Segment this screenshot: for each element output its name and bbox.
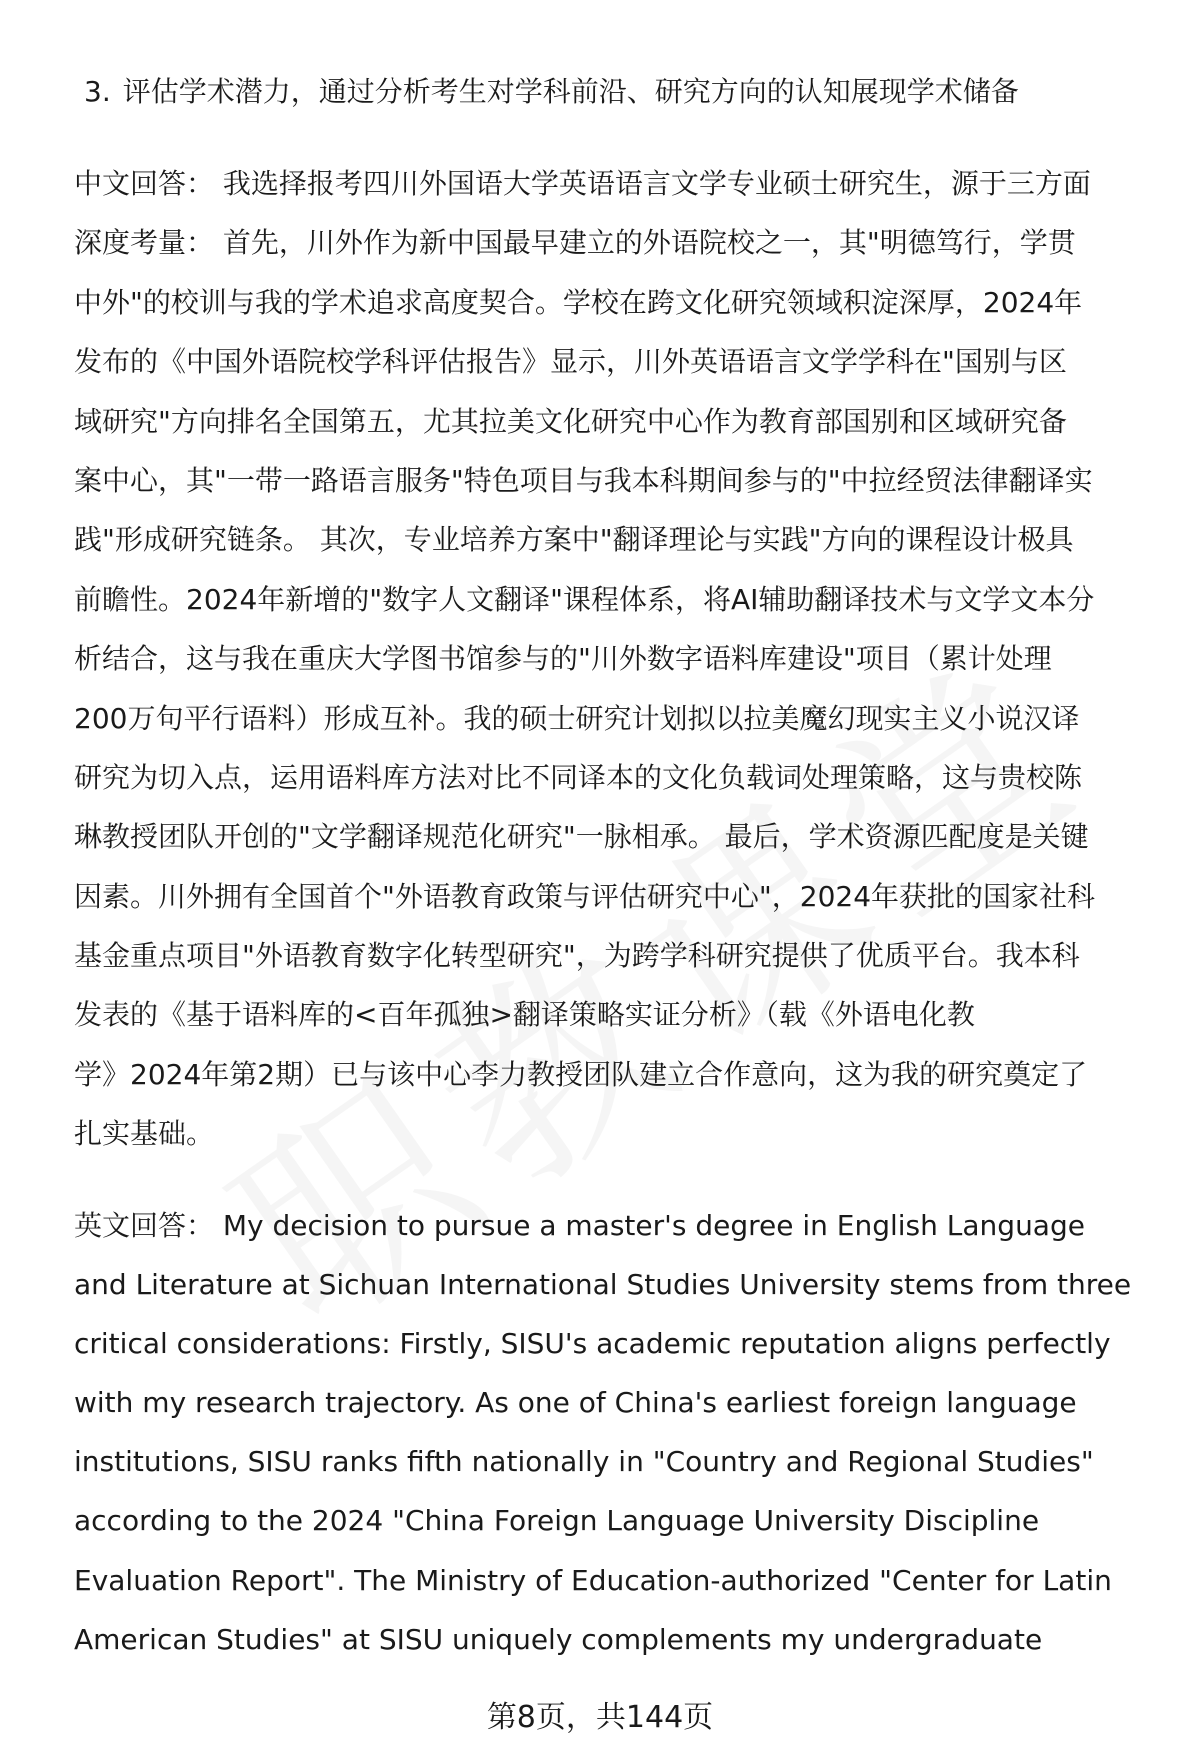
chinese-answer-line: 扎实基础。 [74, 1117, 215, 1151]
chinese-answer-line: 基金重点项目"外语教育数字化转型研究"，为跨学科研究提供了优质平台。我本科 [74, 939, 1080, 973]
chinese-answer-line: 践"形成研究链条。 其次，专业培养方案中"翻译理论与实践"方向的课程设计极具 [74, 523, 1074, 557]
chinese-answer-line: 案中心，其"一带一路语言服务"特色项目与我本科期间参与的"中拉经贸法律翻译实 [74, 463, 1093, 497]
english-answer-line: critical considerations: Firstly, SISU's academic reputation aligns perfectly [74, 1327, 1111, 1361]
english-answer-line: Evaluation Report". The Ministry of Education-authorized "Center for Latin [74, 1563, 1112, 1597]
chinese-answer-line: 学》2024年第2期）已与该中心李力教授团队建立合作意向，这为我的研究奠定了 [74, 1057, 1088, 1091]
chinese-answer-line: 析结合，这与我在重庆大学图书馆参与的"川外数字语料库建设"项目（累计处理 [74, 642, 1052, 676]
chinese-answer-line: 域研究"方向排名全国第五，尤其拉美文化研究中心作为教育部国别和区域研究备 [74, 404, 1067, 438]
english-answer-paragraph [74, 1196, 1164, 1669]
chinese-answer-line: 前瞻性。2024年新增的"数字人文翻译"课程体系，将AI辅助翻译技术与文学文本分 [74, 582, 1095, 616]
english-answer-line: with my research trajectory. As one of China's earliest foreign language [74, 1386, 1077, 1420]
chinese-answer-line: 研究为切入点，运用语料库方法对比不同译本的文化负载词处理策略，这与贵校陈 [74, 760, 1083, 794]
english-answer-line: and Literature at Sichuan International Studies University stems from three [74, 1268, 1132, 1302]
chinese-answer-line: 发表的《基于语料库的<百年孤独>翻译策略实证分析》（载《外语电化教 [74, 998, 975, 1032]
list-item-number: 3. [84, 75, 111, 108]
english-answer-line: according to the 2024 "China Foreign Language University Discipline [74, 1504, 1040, 1538]
chinese-answer-paragraph [74, 154, 1164, 1164]
page-number-footer: 第8页，共144页 [486, 1700, 714, 1735]
chinese-answer-line: 因素。川外拥有全国首个"外语教育政策与评估研究中心"，2024年获批的国家社科 [74, 879, 1096, 913]
english-answer-line: institutions, SISU ranks fifth nationally in "Country and Regional Studies" [74, 1445, 1094, 1479]
chinese-answer-line: 发布的《中国外语院校学科评估报告》显示，川外英语语言文学学科在"国别与区 [74, 345, 1067, 379]
list-item-text: 评估学术潜力，通过分析考生对学科前沿、研究方向的认知展现学术储备 [122, 75, 1019, 108]
list-item-3 [84, 62, 1019, 122]
chinese-answer-line: 200万句平行语料）形成互补。我的硕士研究计划拟以拉美魔幻现实主义小说汉译 [74, 701, 1080, 735]
english-answer-line: American Studies" at SISU uniquely complements my undergraduate [74, 1622, 1043, 1656]
english-answer-line: 英文回答： My decision to pursue a master's degree in English Language [74, 1209, 1085, 1242]
chinese-answer-line: 深度考量： 首先，川外作为新中国最早建立的外语院校之一，其"明德笃行，学贯 [74, 226, 1076, 260]
chinese-answer-line: 中外"的校训与我的学术追求高度契合。学校在跨文化研究领域积淀深厚，2024年 [74, 285, 1083, 319]
chinese-answer-line: 琳教授团队开创的"文学翻译规范化研究"一脉相承。 最后，学术资源匹配度是关键 [74, 820, 1089, 854]
chinese-answer-line: 中文回答： 我选择报考四川外国语大学英语语言文学专业硕士研究生，源于三方面 [74, 167, 1091, 200]
